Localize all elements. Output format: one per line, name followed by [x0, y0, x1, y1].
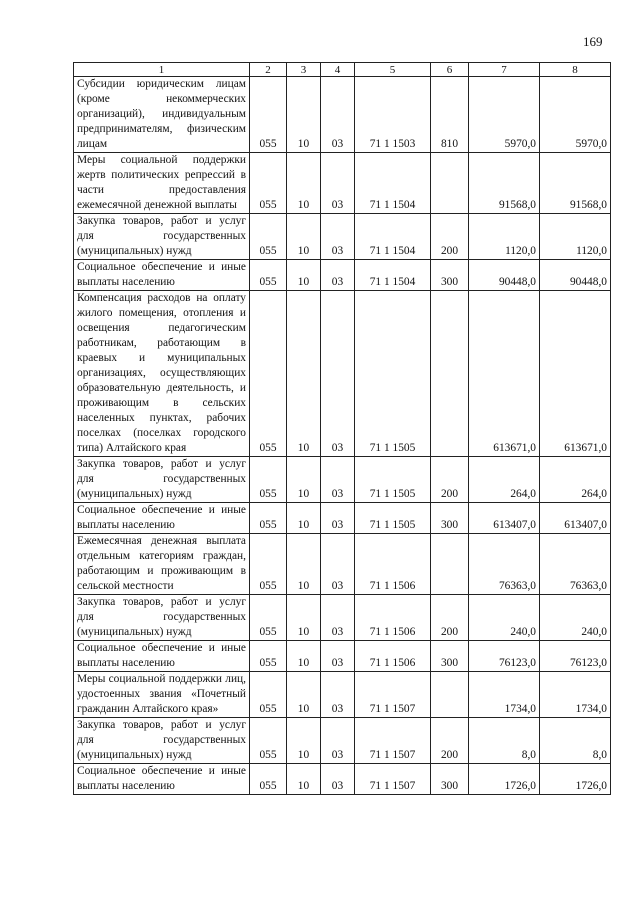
table-row [74, 595, 611, 641]
expense-type-cell: 300 [431, 764, 469, 795]
expense-type-cell: 200 [431, 457, 469, 503]
section-cell: 10 [287, 77, 321, 153]
column-header: 5 [355, 63, 431, 77]
amount-cell: 90448,0 [540, 260, 611, 291]
amount-cell: 613407,0 [469, 503, 540, 534]
code-cell: 055 [250, 672, 287, 718]
target-item-cell: 71 1 1504 [355, 153, 431, 214]
column-header: 3 [287, 63, 321, 77]
table-row [74, 153, 611, 214]
amount-cell: 1734,0 [540, 672, 611, 718]
row-name-cell: Закупка товаров, работ и услуг для государственных (муниципальных) нужд [74, 214, 250, 260]
code-cell: 055 [250, 718, 287, 764]
amount-cell: 8,0 [540, 718, 611, 764]
table-header-row [74, 63, 611, 77]
amount-cell: 76363,0 [540, 534, 611, 595]
amount-cell: 1120,0 [469, 214, 540, 260]
table-row [74, 503, 611, 534]
target-item-cell: 71 1 1507 [355, 764, 431, 795]
section-cell: 10 [287, 672, 321, 718]
subsection-cell: 03 [321, 457, 355, 503]
amount-cell: 8,0 [469, 718, 540, 764]
column-header: 7 [469, 63, 540, 77]
row-name-cell: Компенсация расходов на оплату жилого помещения, отопления и освещения педагогическим работникам, работающим в краевых и муниципальных организациях, осуществляющих образовательную деятельность, и проживающим в сельских населенных пунктах, рабочих поселках (поселках городского типа) Алтайского края [74, 291, 250, 457]
amount-cell: 5970,0 [469, 77, 540, 153]
amount-cell: 91568,0 [540, 153, 611, 214]
row-name-cell: Социальное обеспечение и иные выплаты населению [74, 503, 250, 534]
budget-table [73, 62, 611, 795]
amount-cell: 613407,0 [540, 503, 611, 534]
amount-cell: 264,0 [469, 457, 540, 503]
row-name-cell: Закупка товаров, работ и услуг для государственных (муниципальных) нужд [74, 457, 250, 503]
row-name-cell: Меры социальной поддержки лиц, удостоенных звания «Почетный гражданин Алтайского края» [74, 672, 250, 718]
target-item-cell: 71 1 1506 [355, 534, 431, 595]
code-cell: 055 [250, 291, 287, 457]
table-row [74, 672, 611, 718]
target-item-cell: 71 1 1507 [355, 672, 431, 718]
target-item-cell: 71 1 1507 [355, 718, 431, 764]
target-item-cell: 71 1 1505 [355, 503, 431, 534]
expense-type-cell: 810 [431, 77, 469, 153]
amount-cell: 240,0 [469, 595, 540, 641]
amount-cell: 1726,0 [469, 764, 540, 795]
amount-cell: 1734,0 [469, 672, 540, 718]
expense-type-cell [431, 153, 469, 214]
row-name-cell: Закупка товаров, работ и услуг для государственных (муниципальных) нужд [74, 595, 250, 641]
section-cell: 10 [287, 718, 321, 764]
section-cell: 10 [287, 503, 321, 534]
expense-type-cell: 200 [431, 718, 469, 764]
table-row [74, 260, 611, 291]
target-item-cell: 71 1 1505 [355, 291, 431, 457]
code-cell: 055 [250, 214, 287, 260]
table-row [74, 534, 611, 595]
row-name-cell: Закупка товаров, работ и услуг для государственных (муниципальных) нужд [74, 718, 250, 764]
code-cell: 055 [250, 77, 287, 153]
target-item-cell: 71 1 1506 [355, 641, 431, 672]
code-cell: 055 [250, 457, 287, 503]
section-cell: 10 [287, 641, 321, 672]
page-number: 169 [583, 34, 603, 49]
subsection-cell: 03 [321, 595, 355, 641]
expense-type-cell [431, 291, 469, 457]
expense-type-cell [431, 672, 469, 718]
subsection-cell: 03 [321, 214, 355, 260]
amount-cell: 90448,0 [469, 260, 540, 291]
code-cell: 055 [250, 503, 287, 534]
amount-cell: 613671,0 [540, 291, 611, 457]
code-cell: 055 [250, 595, 287, 641]
subsection-cell: 03 [321, 503, 355, 534]
section-cell: 10 [287, 214, 321, 260]
code-cell: 055 [250, 641, 287, 672]
section-cell: 10 [287, 595, 321, 641]
target-item-cell: 71 1 1504 [355, 214, 431, 260]
column-header: 4 [321, 63, 355, 77]
subsection-cell: 03 [321, 77, 355, 153]
target-item-cell: 71 1 1504 [355, 260, 431, 291]
row-name-cell: Социальное обеспечение и иные выплаты населению [74, 260, 250, 291]
amount-cell: 5970,0 [540, 77, 611, 153]
amount-cell: 240,0 [540, 595, 611, 641]
column-header: 2 [250, 63, 287, 77]
section-cell: 10 [287, 291, 321, 457]
code-cell: 055 [250, 260, 287, 291]
table-row [74, 214, 611, 260]
amount-cell: 91568,0 [469, 153, 540, 214]
target-item-cell: 71 1 1503 [355, 77, 431, 153]
code-cell: 055 [250, 153, 287, 214]
column-header: 1 [74, 63, 250, 77]
code-cell: 055 [250, 764, 287, 795]
amount-cell: 613671,0 [469, 291, 540, 457]
table-row [74, 764, 611, 795]
subsection-cell: 03 [321, 153, 355, 214]
section-cell: 10 [287, 153, 321, 214]
section-cell: 10 [287, 764, 321, 795]
section-cell: 10 [287, 534, 321, 595]
code-cell: 055 [250, 534, 287, 595]
amount-cell: 76123,0 [540, 641, 611, 672]
expense-type-cell: 200 [431, 214, 469, 260]
subsection-cell: 03 [321, 672, 355, 718]
expense-type-cell: 200 [431, 595, 469, 641]
row-name-cell: Социальное обеспечение и иные выплаты населению [74, 641, 250, 672]
amount-cell: 76363,0 [469, 534, 540, 595]
column-header: 6 [431, 63, 469, 77]
expense-type-cell [431, 534, 469, 595]
target-item-cell: 71 1 1506 [355, 595, 431, 641]
table-row [74, 77, 611, 153]
target-item-cell: 71 1 1505 [355, 457, 431, 503]
row-name-cell: Меры социальной поддержки жертв политических репрессий в части предоставления ежемесячной денежной выплаты [74, 153, 250, 214]
amount-cell: 1120,0 [540, 214, 611, 260]
row-name-cell: Субсидии юридическим лицам (кроме некоммерческих организаций), индивидуальным предпринимателям, физическим лицам [74, 77, 250, 153]
subsection-cell: 03 [321, 641, 355, 672]
table-row [74, 718, 611, 764]
amount-cell: 264,0 [540, 457, 611, 503]
row-name-cell: Ежемесячная денежная выплата отдельным категориям граждан, работающим и проживающим в сельской местности [74, 534, 250, 595]
subsection-cell: 03 [321, 260, 355, 291]
table-row [74, 291, 611, 457]
expense-type-cell: 300 [431, 503, 469, 534]
amount-cell: 1726,0 [540, 764, 611, 795]
section-cell: 10 [287, 457, 321, 503]
table-row [74, 457, 611, 503]
subsection-cell: 03 [321, 534, 355, 595]
subsection-cell: 03 [321, 291, 355, 457]
expense-type-cell: 300 [431, 641, 469, 672]
section-cell: 10 [287, 260, 321, 291]
amount-cell: 76123,0 [469, 641, 540, 672]
subsection-cell: 03 [321, 718, 355, 764]
table-row [74, 641, 611, 672]
column-header: 8 [540, 63, 611, 77]
subsection-cell: 03 [321, 764, 355, 795]
expense-type-cell: 300 [431, 260, 469, 291]
row-name-cell: Социальное обеспечение и иные выплаты населению [74, 764, 250, 795]
